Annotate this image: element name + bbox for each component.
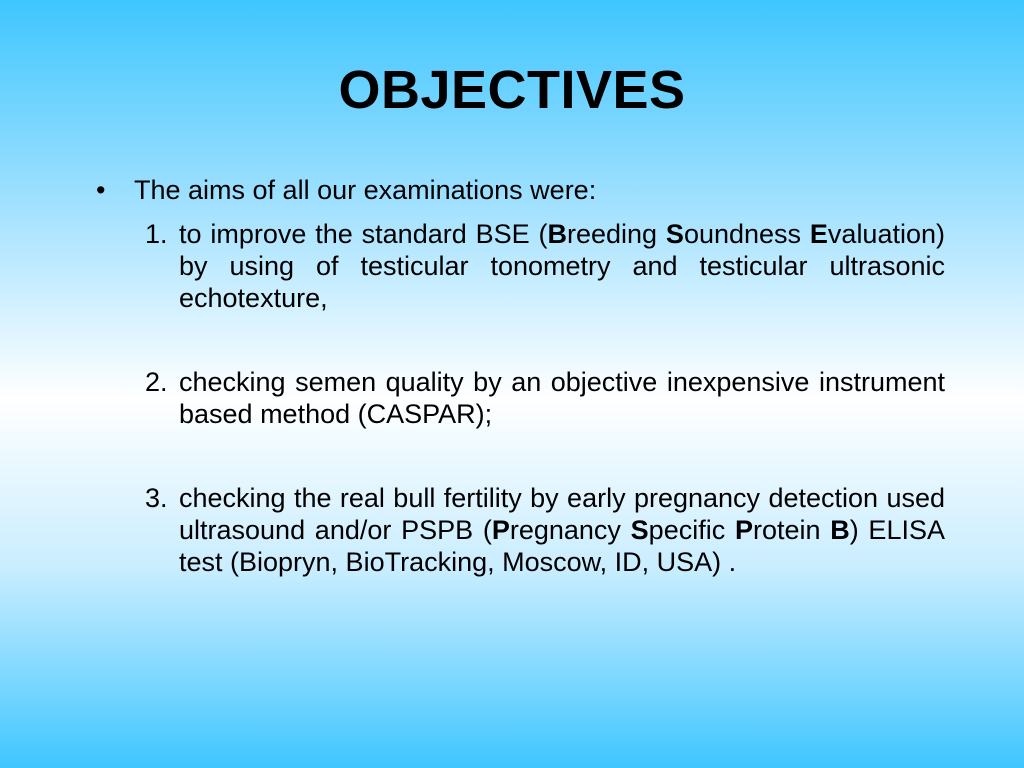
intro-bullet-item [96,174,956,207]
objective-1-part-2: reeding [566,219,666,249]
objective-text-2: checking semen quality by an objective inexpensive instrument based method (CASPAR); [179,367,945,429]
slide-title: OBJECTIVES [338,60,686,120]
objective-3-part-1: checking the real bull fertility by early pregnancy detection used ultrasound and/or PSPB ( [179,483,945,545]
objective-3-part-5: ) ELISA test (Biopryn, BioTracking, Moscow, ID, USA) . [179,515,945,577]
objective-1-part-1: to improve the standard BSE ( [179,219,548,249]
intro-text: The aims of all our examinations were: [134,175,597,205]
objective-item-1 [145,218,945,314]
objective-1-part-3: oundness [683,219,810,249]
objective-3-bold-p: P [491,515,510,545]
objective-item-3 [145,482,945,578]
objective-3-part-4: rotein [752,515,831,545]
objective-3-part-3: pecific [648,515,735,545]
objective-1-bold-e: E [809,219,828,249]
objective-text-3 [179,482,945,578]
objective-1-bold-s: S [665,219,684,249]
objective-1-part-4: valuation) by using of testicular tonometry and testicular ultrasonic echotexture, [179,219,945,313]
objective-number-1: 1. [145,219,168,249]
objective-item-2 [145,366,945,430]
objective-3-bold-s: S [630,515,649,545]
objective-text-1 [179,218,945,314]
objective-3-bold-b: B [830,515,850,545]
objective-number-3: 3. [145,483,168,513]
objective-number-2: 2. [145,367,168,397]
objective-3-bold-p2: P [734,515,753,545]
objective-1-bold-b: B [547,219,567,249]
bullet-marker: • [96,175,106,205]
objective-3-part-2: regnancy [509,515,631,545]
